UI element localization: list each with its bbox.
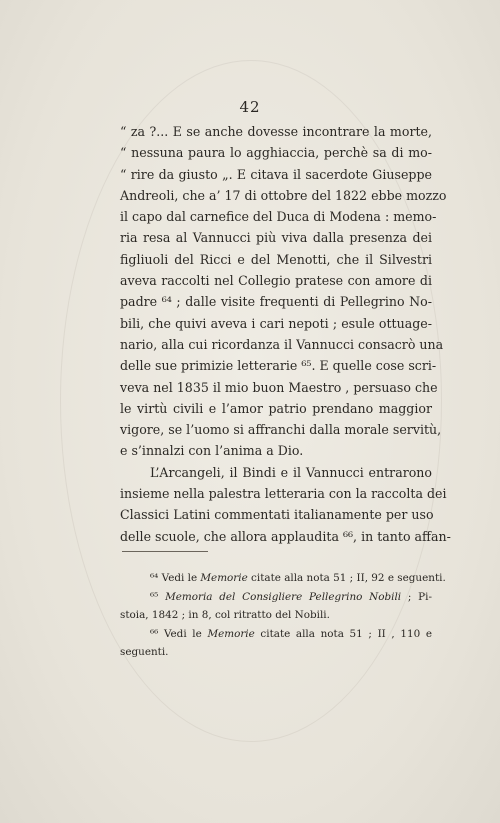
body-line: nario, alla cui ricordanza il Vannucci consacrò una — [120, 336, 444, 352]
body-line: delle sue primizie letterarie ⁶⁵. E quelle cose scri- — [120, 358, 437, 374]
body-line: aveva raccolti nel Collegio pratese con amore di — [120, 273, 432, 289]
footnote-mark: ⁶⁴ — [150, 572, 159, 584]
footnote-separator — [122, 551, 208, 552]
body-line: insieme nella palestra letteraria con la raccolta dei — [120, 486, 447, 502]
body-line: figliuoli del Ricci e del Menotti, che il Silvestri — [120, 251, 432, 267]
body-line: “ za ?... E se anche dovesse incontrare la morte, — [120, 124, 432, 139]
footnote-66 — [150, 625, 432, 644]
footnote-italic: Memorie — [200, 572, 248, 584]
body-line: ria resa al Vannucci più viva dalla presenza dei — [120, 230, 432, 246]
footnote-64 — [150, 569, 446, 588]
footnote-text: Vedi le — [158, 572, 201, 584]
body-line: delle scuole, che allora applaudita ⁶⁶, in tanto affan- — [120, 528, 451, 544]
footnote-text: ; Pi- — [401, 590, 433, 603]
footnote-mark: ⁶⁶ — [150, 627, 159, 640]
footnote-text: Vedi le — [158, 627, 208, 640]
body-text — [120, 121, 451, 547]
body-line: “ nessuna paura lo agghiaccia, perchè sa di mo- — [120, 145, 432, 161]
footnote-65-continued: stoia, 1842 ; in 8, col ritratto del Nobili. — [120, 609, 330, 621]
body-line: il capo dal carnefice del Duca di Modena : memo- — [120, 209, 437, 225]
body-line: veva nel 1835 il mio buon Maestro , persuaso che — [120, 379, 438, 395]
footnote-text: citate alla nota 51 ; II , 110 e — [254, 627, 432, 640]
footnote-66-continued: seguenti. — [120, 646, 169, 658]
body-line: e s’innalzi con l’anima a Dio. — [120, 443, 304, 459]
footnote-mark: ⁶⁵ — [150, 590, 159, 603]
footnotes — [120, 569, 446, 662]
footnote-italic: Memorie — [207, 627, 255, 640]
footnote-italic: Memoria del Consigliere Pellegrino Nobili — [158, 590, 402, 603]
body-line: Classici Latini commentati italianamente per uso — [120, 507, 434, 523]
footnote-text: citate alla nota 51 ; II, 92 e seguenti. — [247, 572, 446, 584]
body-line: Andreoli, che a’ 17 di ottobre del 1822 ebbe mozzo — [120, 187, 447, 203]
body-line: padre ⁶⁴ ; dalle visite frequenti di Pellegrino No- — [120, 294, 432, 310]
body-line: L’Arcangeli, il Bindi e il Vannucci entrarono — [150, 464, 432, 480]
footnote-65 — [150, 588, 432, 607]
body-line: le virtù civili e l’amor patrio prendano maggior — [120, 400, 432, 416]
body-line: “ rire da giusto „. E citava il sacerdote Giuseppe — [120, 166, 432, 182]
page-number: 42 — [239, 98, 261, 116]
body-line: bili, che quivi aveva i cari nepoti ; esule ottuage- — [120, 315, 432, 331]
body-line: vigore, se l’uomo si affranchi dalla morale servitù, — [120, 422, 442, 438]
